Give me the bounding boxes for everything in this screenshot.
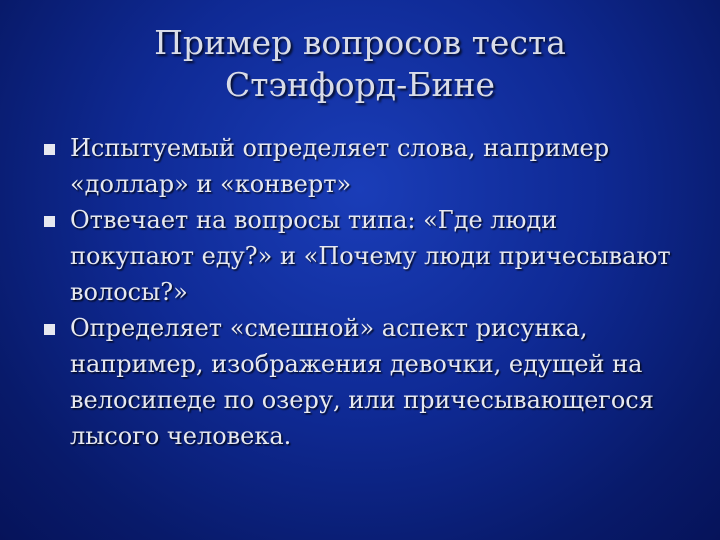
title-line-2: Стэнфорд-Бине (224, 65, 496, 104)
bullet-item (44, 202, 684, 310)
bullet-text: Отвечает на вопросы типа: «Где люди покупают еду?» и «Почему люди причесывают волосы?» (70, 206, 671, 306)
bullet-list (44, 130, 684, 454)
square-bullet-icon (44, 216, 55, 227)
bullet-text: Определяет «смешной» аспект рисунка, например, изображения девочки, едущей на велосипеде по озеру, или причесывающегося лысого человека. (70, 314, 654, 450)
bullet-text: Испытуемый определяет слова, например «доллар» и «конверт» (70, 134, 610, 198)
bullet-item (44, 130, 684, 202)
title-line-1: Пример вопросов теста (154, 23, 566, 62)
bullet-item (44, 310, 684, 454)
slide-title (60, 22, 660, 106)
square-bullet-icon (44, 144, 55, 155)
square-bullet-icon (44, 324, 55, 335)
